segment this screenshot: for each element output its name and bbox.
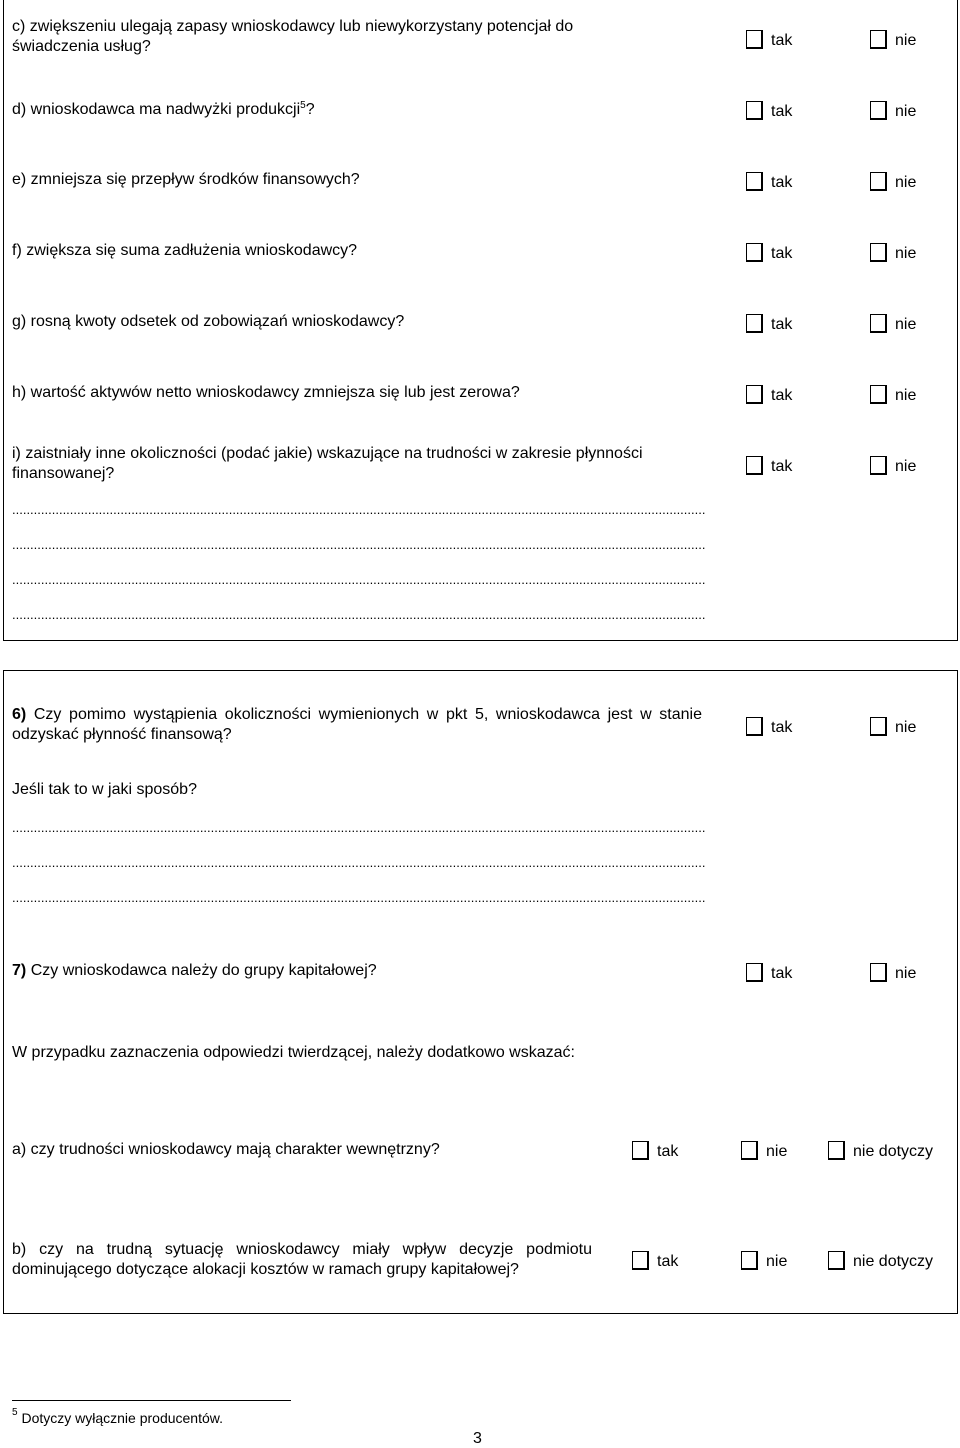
question-7b: b) czy na trudną sytuację wnioskodawcy miały wpływ decyzje podmiotu dominującego dotyczące alokacji kosztów w ramach grupy kapitałowej?	[12, 1241, 592, 1278]
checkbox-7b-tak[interactable]	[632, 1251, 649, 1270]
question-f: f) zwiększa się suma zadłużenia wnioskodawcy?	[12, 242, 358, 259]
answer-line-1[interactable]: ................................................................................................................................................................................................	[12, 503, 706, 517]
section-6-7-frame	[3, 670, 958, 1314]
answer-e: tak nie	[746, 172, 916, 191]
checkbox-7a-tak[interactable]	[632, 1141, 649, 1160]
question-6: 6) Czy pomimo wystąpienia okoliczności wymienionych w pkt 5, wnioskodawca jest w stanie odzyskać płynność finansową?	[12, 706, 702, 743]
checkbox-7a-nie-dotyczy[interactable]	[828, 1141, 845, 1160]
question-h: h) wartość aktywów netto wnioskodawcy zmniejsza się lub jest zerowa?	[12, 384, 520, 401]
checkbox-f-nie[interactable]	[870, 243, 887, 262]
page-number: 3	[473, 1430, 482, 1447]
answer-6-line-2[interactable]: ................................................................................................................................................................................................	[12, 856, 706, 870]
checkbox-6-tak[interactable]	[746, 717, 763, 736]
checkbox-c-nie[interactable]	[870, 30, 887, 49]
checkbox-h-tak[interactable]	[746, 385, 763, 404]
footnote-ref: 5	[300, 100, 306, 111]
checkbox-c-tak[interactable]	[746, 30, 763, 49]
answer-g: tak nie	[746, 314, 916, 333]
question-c: c) zwiększeniu ulegają zapasy wnioskodawcy lub niewykorzystany potencjał do świadczenia usług?	[12, 18, 574, 55]
question-6-followup: Jeśli tak to w jaki sposób?	[12, 781, 197, 798]
checkbox-d-nie[interactable]	[870, 101, 887, 120]
question-7-note: W przypadku zaznaczenia odpowiedzi twierdzącej, należy dodatkowo wskazać:	[12, 1044, 575, 1061]
checkbox-7a-nie[interactable]	[741, 1141, 758, 1160]
question-e: e) zmniejsza się przepływ środków finansowych?	[12, 171, 360, 188]
footnote-separator	[12, 1400, 291, 1401]
answer-6-line-3[interactable]: ................................................................................................................................................................................................	[12, 891, 706, 905]
checkbox-i-nie[interactable]	[870, 456, 887, 475]
footnote: $^5$ Dotyczy wyłącznie producentów.	[12, 1407, 223, 1426]
answer-6: tak nie	[746, 717, 916, 736]
question-7a: a) czy trudności wnioskodawcy mają charakter wewnętrzny?	[12, 1141, 440, 1158]
answer-line-4[interactable]: ................................................................................................................................................................................................	[12, 608, 706, 622]
checkbox-7-tak[interactable]	[746, 963, 763, 982]
answer-h: tak nie	[746, 385, 916, 404]
checkbox-i-tak[interactable]	[746, 456, 763, 475]
answer-c: tak nie	[746, 30, 916, 49]
answer-i: tak nie	[746, 456, 916, 475]
answer-f: tak nie	[746, 243, 916, 262]
answer-line-3[interactable]: ................................................................................................................................................................................................	[12, 573, 706, 587]
checkbox-h-nie[interactable]	[870, 385, 887, 404]
checkbox-d-tak[interactable]	[746, 101, 763, 120]
checkbox-e-tak[interactable]	[746, 172, 763, 191]
question-g: g) rosną kwoty odsetek od zobowiązań wnioskodawcy?	[12, 313, 405, 330]
question-d: d) wnioskodawca ma nadwyżki produkcji$^5$?	[12, 100, 315, 118]
answer-7b: tak nie nie dotyczy	[632, 1251, 933, 1270]
checkbox-g-tak[interactable]	[746, 314, 763, 333]
question-i: i) zaistniały inne okoliczności (podać jakie) wskazujące na trudności w zakresie płynności finansowanej?	[12, 445, 643, 482]
checkbox-e-nie[interactable]	[870, 172, 887, 191]
checkbox-6-nie[interactable]	[870, 717, 887, 736]
answer-7: tak nie	[746, 963, 916, 982]
checkbox-7b-nie[interactable]	[741, 1251, 758, 1270]
answer-line-2[interactable]: ................................................................................................................................................................................................	[12, 538, 706, 552]
checkbox-7-nie[interactable]	[870, 963, 887, 982]
checkbox-f-tak[interactable]	[746, 243, 763, 262]
answer-7a: tak nie nie dotyczy	[632, 1141, 933, 1160]
answer-d: tak nie	[746, 101, 916, 120]
question-7: 7) Czy wnioskodawca należy do grupy kapitałowej?	[12, 962, 377, 979]
checkbox-g-nie[interactable]	[870, 314, 887, 333]
checkbox-7b-nie-dotyczy[interactable]	[828, 1251, 845, 1270]
answer-6-line-1[interactable]: ................................................................................................................................................................................................	[12, 821, 706, 835]
